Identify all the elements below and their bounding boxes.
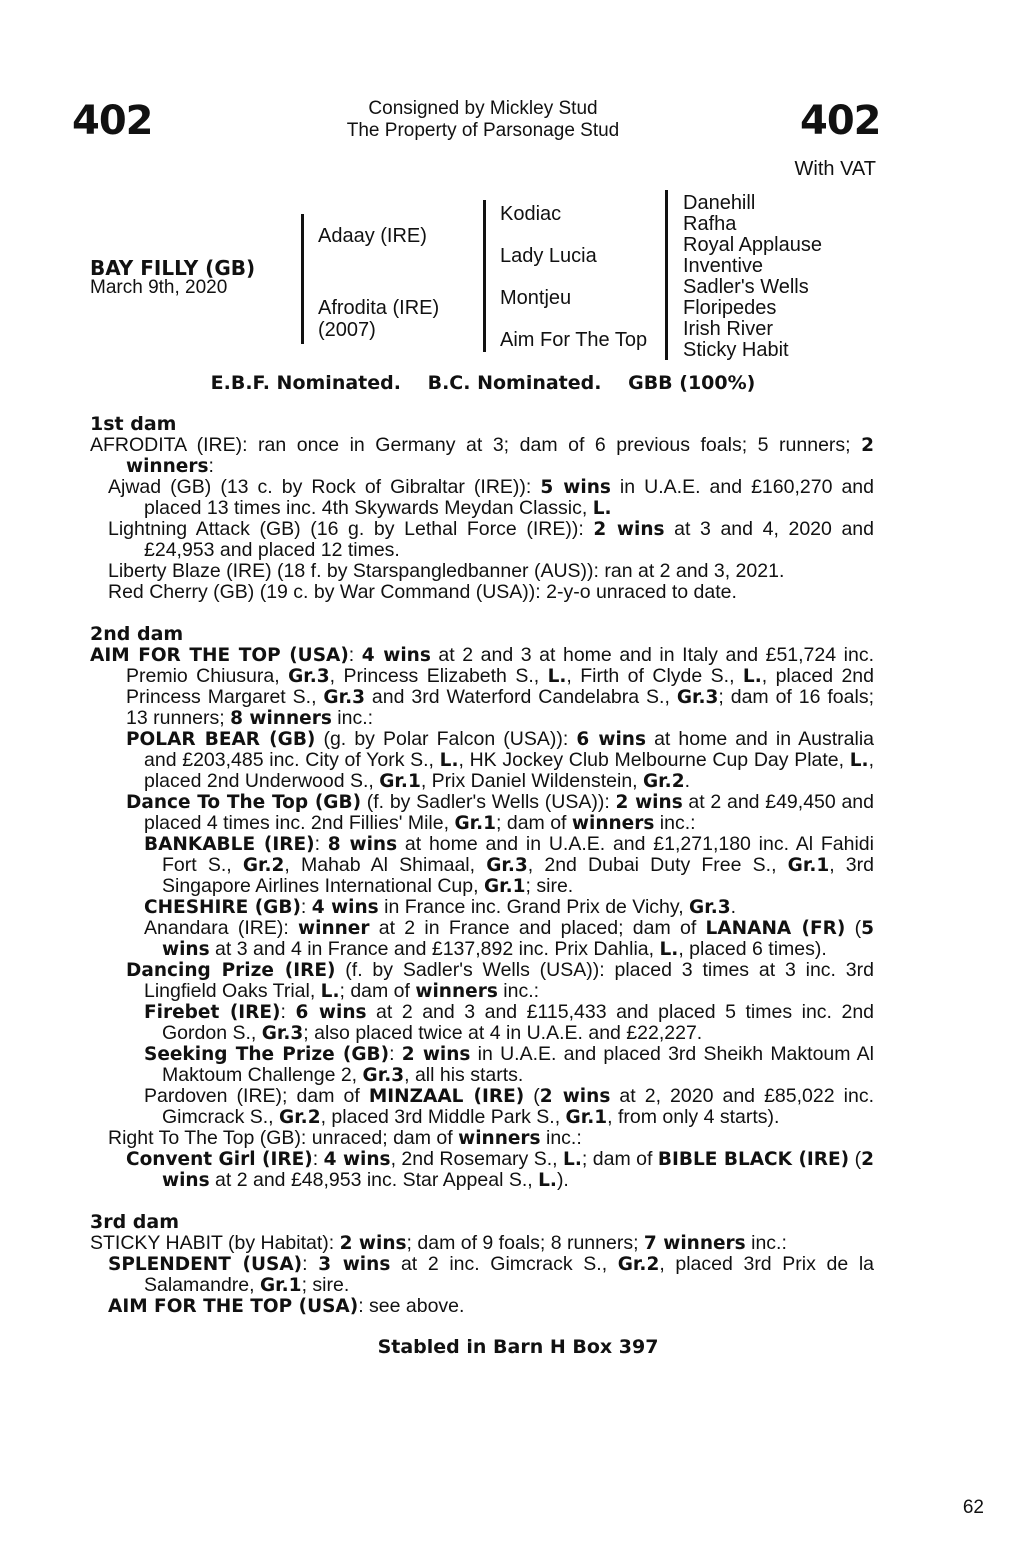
grandsire-1: Kodiac	[500, 203, 562, 225]
produce-firebet: Firebet (IRE): 6 wins at 2 and 3 and £115,433 and placed 5 times inc. 2nd Gordon S., Gr.3; also placed twice at 4 in U.A.E. and £22,227.	[144, 1001, 875, 1044]
granddam-1: Lady Lucia	[500, 245, 597, 267]
produce-convent-girl: Convent Girl (IRE): 4 wins, 2nd Rosemary S., L.; dam of BIBLE BLACK (IRE) (2 wins at 2 and £48,953 inc. Star Appeal S., L.).	[126, 1148, 874, 1191]
lot-number-right: 402	[800, 98, 881, 144]
bc-nomination: B.C. Nominated.	[427, 372, 602, 394]
horse-name: BAY FILLY (GB)	[90, 256, 256, 280]
pedigree-divider-2	[483, 200, 486, 352]
second-dam-summary: AIM FOR THE TOP (USA): 4 wins at 2 and 3 at home and in Italy and £51,724 inc. Premio Chiusura, Gr.3, Princess Elizabeth S., L., Firth of Clyde S., L., placed 2nd Princess Margaret S., Gr.3 and 3rd Waterford Candelabra S., Gr.3; dam of 16 foals; 13 runners; 8 winners inc.:	[90, 644, 874, 729]
catalogue-body	[90, 414, 874, 1317]
pedigree-divider-3	[665, 190, 668, 360]
first-dam-heading: 1st dam	[90, 413, 177, 435]
vat-note: With VAT	[794, 158, 876, 180]
produce-splendent: SPLENDENT (USA): 3 wins at 2 inc. Gimcrack S., Gr.2, placed 3rd Prix de la Salamandre, Gr.1; sire.	[108, 1253, 874, 1296]
foaling-date: March 9th, 2020	[90, 277, 228, 298]
ggp-2: Rafha	[683, 213, 737, 235]
ggp-6: Floripedes	[683, 297, 777, 319]
grandsire-2: Montjeu	[500, 287, 572, 309]
ggp-4: Inventive	[683, 255, 764, 277]
third-dam-summary: STICKY HABIT (by Habitat): 2 wins; dam of 9 foals; 8 runners; 7 winners inc.:	[90, 1232, 787, 1254]
third-dam-heading: 3rd dam	[90, 1211, 180, 1233]
produce-polar-bear: POLAR BEAR (GB) (g. by Polar Falcon (USA)): 6 wins at home and in Australia and £203,485 inc. City of York S., L., HK Jockey Club Melbourne Cup Day Plate, L., placed 2nd Underwood S., Gr.1, Prix Daniel Wildenstein, Gr.2.	[126, 728, 874, 792]
produce-cheshire: CHESHIRE (GB): 4 wins in France inc. Grand Prix de Vichy, Gr.3.	[144, 896, 737, 918]
pedigree-sire: Adaay (IRE)	[318, 225, 427, 247]
produce-seeking-the-prize: Seeking The Prize (GB): 2 wins in U.A.E. and placed 3rd Sheikh Maktoum Al Maktoum Challenge 2, Gr.3, all his starts.	[144, 1043, 874, 1086]
gbb-nomination: GBB (100%)	[628, 372, 756, 394]
pedigree-divider-1	[301, 214, 304, 344]
produce-liberty-blaze: Liberty Blaze (IRE) (18 f. by Starspangledbanner (AUS)): ran at 2 and 3, 2021.	[108, 560, 785, 582]
produce-red-cherry: Red Cherry (GB) (19 c. by War Command (USA)): 2-y-o unraced to date.	[108, 581, 737, 603]
pedigree-dam-year: (2007)	[318, 319, 376, 341]
pedigree-dam: Afrodita (IRE)	[318, 297, 440, 319]
produce-lightning-attack: Lightning Attack (GB) (16 g. by Lethal Force (IRE)): 2 wins at 3 and 4, 2020 and £24,953 and placed 12 times.	[108, 518, 874, 561]
produce-dancing-prize: Dancing Prize (IRE) (f. by Sadler's Wells (USA)): placed 3 times at 3 inc. 3rd Lingfield Oaks Trial, L.; dam of winners inc.:	[126, 959, 874, 1002]
consigned-by: Consigned by Mickley Stud	[368, 98, 598, 119]
second-dam-heading: 2nd dam	[90, 623, 184, 645]
produce-ajwad: Ajwad (GB) (13 c. by Rock of Gibraltar (IRE)): 5 wins in U.A.E. and £160,270 and placed 13 times inc. 4th Skywards Meydan Classic, L.	[108, 476, 874, 519]
first-dam-summary: AFRODITA (IRE): ran once in Germany at 3; dam of 6 previous foals; 5 runners; 2 winners:	[90, 434, 874, 477]
property-of: The Property of Parsonage Stud	[346, 120, 620, 141]
ggp-8: Sticky Habit	[683, 339, 789, 361]
produce-dance-to-the-top: Dance To The Top (GB) (f. by Sadler's Wells (USA)): 2 wins at 2 and £49,450 and placed 4 times inc. 2nd Fillies' Mile, Gr.1; dam of winners inc.:	[126, 791, 874, 834]
produce-bankable: BANKABLE (IRE): 8 wins at home and in U.A.E. and £1,271,180 inc. Al Fahidi Fort S., Gr.2, Mahab Al Shimaal, Gr.3, 2nd Dubai Duty Free S., Gr.1, 3rd Singapore Airlines International Cup, Gr.1; sire.	[144, 833, 874, 897]
stabling-note: Stabled in Barn H Box 397	[377, 1336, 659, 1358]
page-number: 62	[962, 1497, 984, 1518]
ggp-7: Irish River	[683, 318, 774, 340]
nominations	[0, 372, 966, 394]
ggp-1: Danehill	[683, 192, 756, 214]
great-grandparents	[683, 193, 822, 361]
produce-anandara: Anandara (IRE): winner at 2 in France and placed; dam of LANANA (FR) (5 wins at 3 and 4 in France and £137,892 inc. Prix Dahlia, L., placed 6 times).	[144, 917, 874, 960]
granddam-2: Aim For The Top	[500, 329, 648, 351]
produce-right-to-the-top: Right To The Top (GB): unraced; dam of winners inc.:	[108, 1127, 582, 1149]
ebf-nomination: E.B.F. Nominated.	[210, 372, 401, 394]
lot-number-left: 402	[72, 98, 153, 144]
consignor-block	[0, 98, 966, 142]
produce-pardoven: Pardoven (IRE); dam of MINZAAL (IRE) (2 wins at 2, 2020 and £85,022 inc. Gimcrack S., Gr.2, placed 3rd Middle Park S., Gr.1, from only 4 starts).	[144, 1085, 874, 1128]
ggp-3: Royal Applause	[683, 234, 822, 256]
ggp-5: Sadler's Wells	[683, 276, 809, 298]
produce-aim-for-the-top: AIM FOR THE TOP (USA): see above.	[108, 1295, 465, 1317]
